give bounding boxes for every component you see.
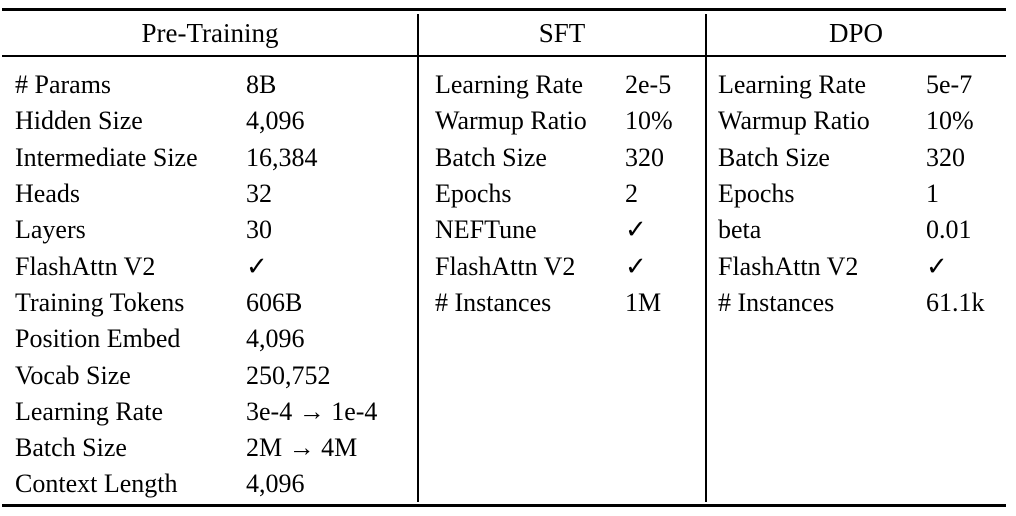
- row-label: # Instances: [718, 287, 835, 317]
- row-label: # Instances: [435, 287, 552, 317]
- row-value: 61.1k: [926, 287, 985, 317]
- row-label: Batch Size: [718, 142, 830, 172]
- row-label: Layers: [15, 215, 86, 245]
- row-label: Epochs: [435, 179, 512, 209]
- table-row: [2, 103, 418, 139]
- table-row: [418, 67, 706, 103]
- row-value: 4,096: [246, 324, 305, 354]
- table-row: [2, 212, 418, 248]
- row-label: Position Embed: [15, 324, 181, 354]
- row-value: 320: [926, 142, 965, 172]
- row-value: 3e-4 → 1e-4: [246, 396, 378, 426]
- column-header: SFT: [538, 17, 586, 48]
- table-row: [706, 212, 1006, 248]
- table-columns: [2, 11, 1006, 503]
- table-row: [2, 176, 418, 212]
- row-value: 250,752: [246, 360, 331, 390]
- row-value: 1: [926, 179, 939, 209]
- table-row: [2, 394, 418, 430]
- row-label: Learning Rate: [718, 70, 866, 100]
- table-row: [418, 248, 706, 284]
- column-header: DPO: [828, 17, 883, 48]
- row-value: 4,096: [246, 469, 305, 499]
- column-header: Pre-Training: [141, 17, 279, 48]
- table-row: [706, 67, 1006, 103]
- row-value: 10%: [926, 106, 974, 136]
- table-row: [418, 212, 706, 248]
- table-row: [418, 140, 706, 176]
- table-row: [706, 248, 1006, 284]
- row-label: Warmup Ratio: [718, 106, 870, 136]
- row-value: 1M: [625, 287, 662, 317]
- column-body: [2, 55, 418, 503]
- table-row: [706, 285, 1006, 321]
- row-label: Training Tokens: [15, 287, 185, 317]
- column-body: [418, 55, 706, 321]
- row-label: # Params: [15, 70, 112, 100]
- table-row: [2, 285, 418, 321]
- table-bottom-rule: [2, 504, 1006, 507]
- row-label: Context Length: [15, 469, 178, 499]
- row-label: beta: [718, 215, 762, 245]
- column-dpo: [706, 11, 1006, 321]
- row-value: 32: [246, 179, 272, 209]
- table-row: [2, 248, 418, 284]
- table-row: [418, 103, 706, 139]
- table-row: [2, 357, 418, 393]
- row-value: 10%: [625, 106, 673, 136]
- table-row: [418, 176, 706, 212]
- row-label: Vocab Size: [15, 360, 131, 390]
- row-label: FlashAttn V2: [15, 251, 156, 281]
- row-value: 16,384: [246, 142, 318, 172]
- table-row: [418, 285, 706, 321]
- row-label: NEFTune: [435, 215, 537, 245]
- row-label: Epochs: [718, 179, 795, 209]
- row-label: Batch Size: [435, 142, 547, 172]
- row-label: Batch Size: [15, 433, 127, 463]
- row-label: Learning Rate: [435, 70, 583, 100]
- row-value: ✓: [246, 251, 268, 281]
- column-sft: [418, 11, 706, 321]
- row-label: Warmup Ratio: [435, 106, 587, 136]
- row-value: 5e-7: [926, 70, 973, 100]
- table-row: [2, 430, 418, 466]
- row-label: Learning Rate: [15, 396, 163, 426]
- table-row: [706, 140, 1006, 176]
- row-value: 2e-5: [625, 70, 672, 100]
- row-value: ✓: [926, 251, 948, 281]
- table-row: [2, 321, 418, 357]
- table-row: [2, 466, 418, 502]
- column-pre-training: [2, 11, 418, 503]
- row-label: FlashAttn V2: [718, 251, 859, 281]
- row-value: 8B: [246, 70, 277, 100]
- row-label: Heads: [15, 179, 80, 209]
- row-value: ✓: [625, 251, 647, 281]
- row-value: 4,096: [246, 106, 305, 136]
- row-value: 30: [246, 215, 272, 245]
- column-body: [706, 55, 1006, 321]
- row-value: 2: [625, 179, 638, 209]
- row-value: 0.01: [926, 215, 972, 245]
- row-label: Intermediate Size: [15, 142, 198, 172]
- row-label: Hidden Size: [15, 106, 143, 136]
- row-value: 606B: [246, 287, 303, 317]
- table-row: [706, 103, 1006, 139]
- table-row: [2, 140, 418, 176]
- row-value: 2M → 4M: [246, 433, 358, 463]
- row-value: 320: [625, 142, 664, 172]
- row-value: ✓: [625, 215, 647, 245]
- row-label: FlashAttn V2: [435, 251, 576, 281]
- table-row: [706, 176, 1006, 212]
- table-row: [2, 67, 418, 103]
